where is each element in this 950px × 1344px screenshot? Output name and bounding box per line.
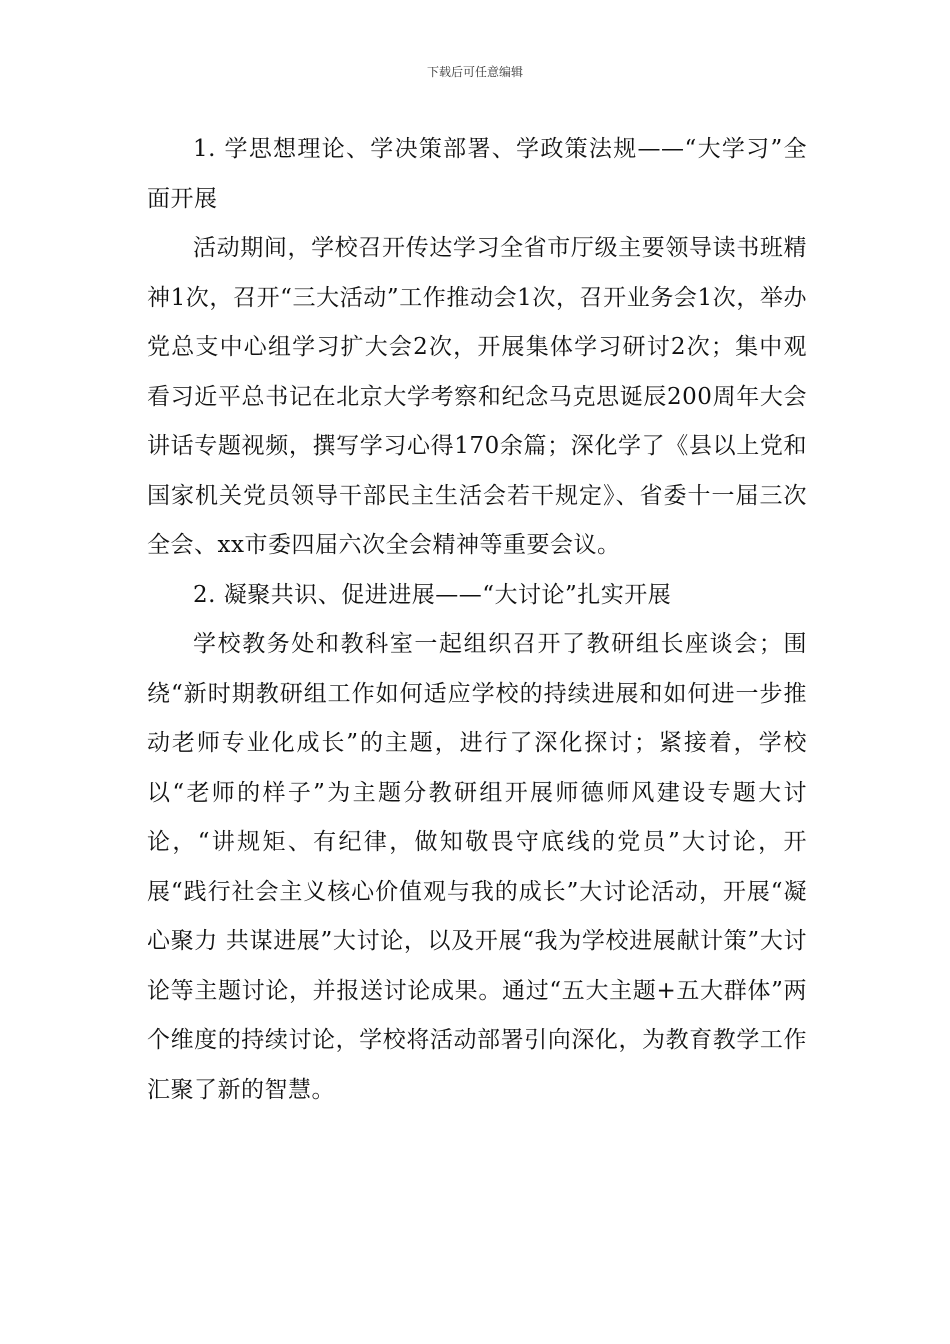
document-body xyxy=(147,125,807,1115)
section-heading-2: 2. 凝聚共识、促进进展——“大讨论”扎实开展 xyxy=(193,581,672,608)
paragraph-2: 学校教务处和教科室一起组织召开了教研组长座谈会；围绕“新时期教研组工作如何适应学校的持续进展和如何进一步推动老师专业化成长”的主题，进行了深化探讨；紧接着，学校以“老师的样子”为主题分教研组开展师德师风建设专题大讨论，“讲规矩、有纪律，做知敬畏守底线的党员”大讨论，开展“践行社会主义核心价值观与我的成长”大讨论活动，开展“凝心聚力 共谋进展”大讨论，以及开展“我为学校进展献计策”大讨论等主题讨论，并报送讨论成果。通过“五大主题+五大群体”两个维度的持续讨论，学校将活动部署引向深化，为教育教学工作汇聚了新的智慧。 xyxy=(147,631,807,1103)
page-header-note: 下载后可任意编辑 xyxy=(426,65,523,79)
paragraph-1: 活动期间，学校召开传达学习全省市厅级主要领导读书班精神1次，召开“三大活动”工作推动会1次，召开业务会1次，举办党总支中心组学习扩大会2次，开展集体学习研讨2次；集中观看习近平总书记在北京大学考察和纪念马克思诞辰200周年大会讲话专题视频，撰写学习心得170余篇；深化学了《县以上党和国家机关党员领导干部民主生活会若干规定》、省委十一届三次全会、xx市委四届六次全会精神等重要会议。 xyxy=(147,235,807,558)
section-heading-1: 1. 学思想理论、学决策部署、学政策法规——“大学习”全面开展 xyxy=(147,136,807,212)
